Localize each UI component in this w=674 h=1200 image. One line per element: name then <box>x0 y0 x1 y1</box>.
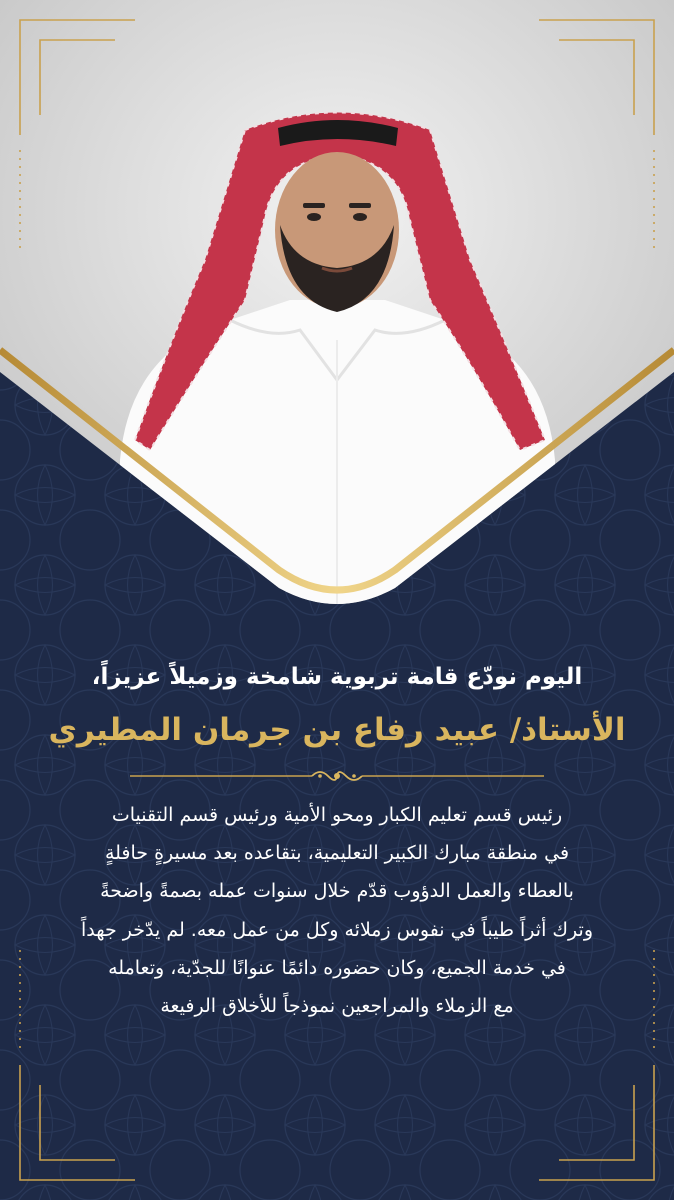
body-line: بالعطاء والعمل الدؤوب قدّم خلال سنوات عمله بصمةً واضحةً <box>100 880 574 902</box>
honoree-name: الأستاذ/ عبيد رفاع بن جرمان المطيري <box>48 712 626 748</box>
body-line: في خدمة الجميع، وكان حضوره دائمًا عنوانًا للجدّية، وتعامله <box>108 957 566 979</box>
intro-line: اليوم نودّع قامة تربوية شامخة وزميلاً عزيزاً، <box>91 664 583 690</box>
body-line: رئيس قسم تعليم الكبار ومحو الأمية ورئيس قسم التقنيات <box>111 804 563 826</box>
body-line: مع الزملاء والمراجعين نموذجاً للأخلاق الرفيعة <box>160 995 514 1017</box>
body-line: في منطقة مبارك الكبير التعليمية، بتقاعده بعد مسيرةٍ حافلةٍ <box>104 842 570 864</box>
body-line: وترك أثراً طيباً في نفوس زملائه وكل من عمل معه. لم يدّخر جهداً <box>81 919 593 941</box>
